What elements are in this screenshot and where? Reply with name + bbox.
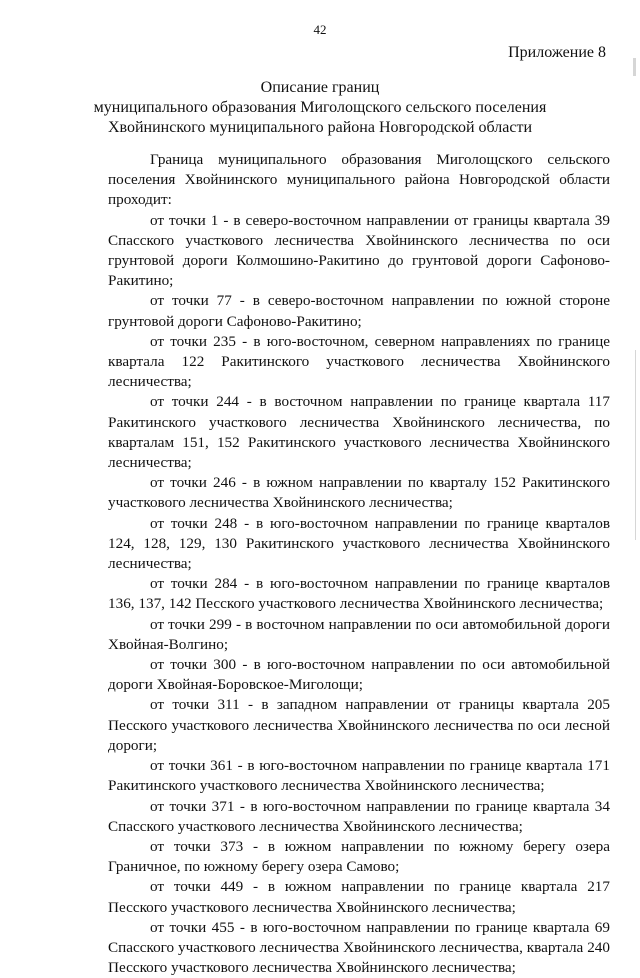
paragraph-point-244: от точки 244 - в восточном направлении по границе квартала 117 Ракитинского участкового лесничества Хвойнинского лесничества, по кварталам 151, 152 Ракитинского участкового лесничества Хвойнинского лесничества;: [108, 393, 610, 472]
paragraph-point-284: от точки 284 - в юго-восточном направлении по границе кварталов 136, 137, 142 Песского участкового лесничества Хвойнинского лесничества;: [108, 575, 610, 613]
paragraph-point-299: от точки 299 - в восточном направлении по оси автомобильной дороги Хвойная-Волгино;: [108, 615, 610, 653]
paragraph-point-373: от точки 373 - в южном направлении по южному берегу озера Граничное, по южному берегу озера Самово;: [108, 837, 610, 876]
title-line-2: муниципального образования Миголощского сельского поселения: [93, 99, 547, 116]
scan-margin-line: [635, 350, 636, 540]
scan-margin-mark: [633, 58, 636, 76]
paragraph-point-246: от точки 246 - в южном направлении по кварталу 152 Ракитинского участкового лесничества Хвойнинского лесничества;: [108, 474, 610, 512]
document-title: [0, 78, 640, 138]
paragraph-point-371: от точки 371 - в юго-восточном направлении по границе квартала 34 Спасского участкового лесничества Хвойнинского лесничества;: [108, 797, 610, 835]
paragraph-point-248: от точки 248 - в юго-восточном направлении по границе кварталов 124, 128, 129, 130 Ракитинского участкового лесничества Хвойнинского лесничества;: [108, 514, 610, 573]
document-body: [108, 150, 610, 978]
title-line-3: Хвойнинского муниципального района Новгородской области: [107, 119, 533, 136]
paragraph-point-300: от точки 300 - в юго-восточном направлении по оси автомобильной дороги Хвойная-Боровское-Миголощи;: [108, 656, 610, 694]
paragraph-point-361: от точки 361 - в юго-восточном направлении по границе квартала 171 Ракитинского участкового лесничества Хвойнинского лесничества;: [108, 757, 610, 795]
page-number: 42: [313, 22, 327, 37]
paragraph-point-77: от точки 77 - в северо-восточном направлении по южной стороне грунтовой дороги Сафоново-Ракитино;: [108, 292, 610, 330]
paragraph-intro: Граница муниципального образования Миголощского сельского поселения Хвойнинского муниципального района Новгородской области проходит:: [108, 151, 610, 209]
title-line-1: Описание границ: [260, 79, 380, 96]
paragraph-point-311: от точки 311 - в западном направлении от границы квартала 205 Песского участкового лесничества Хвойнинского лесничества по оси лесной дороги;: [108, 696, 610, 754]
paragraph-point-235: от точки 235 - в юго-восточном, северном направлениях по границе квартала 122 Ракитинского участкового лесничества Хвойнинского лесничества;: [108, 332, 610, 391]
appendix-label: Приложение 8: [508, 44, 606, 61]
paragraph-point-449: от точки 449 - в южном направлении по границе квартала 217 Песского участкового лесничества Хвойнинского лесничества;: [108, 878, 610, 916]
paragraph-point-455: от точки 455 - в юго-восточном направлении по границе квартала 69 Спасского участкового лесничества Хвойнинского лесничества, квартала 240 Песского участкового лесничества Хвойнинского лесничества;: [108, 918, 610, 977]
paragraph-point-1: от точки 1 - в северо-восточном направлении от границы квартала 39 Спасского участкового лесничества Хвойнинского лесничества по оси грунтовой дороги Колмошино-Ракитино до грунтовой дороги Сафоново-Ракитино;: [108, 211, 610, 290]
